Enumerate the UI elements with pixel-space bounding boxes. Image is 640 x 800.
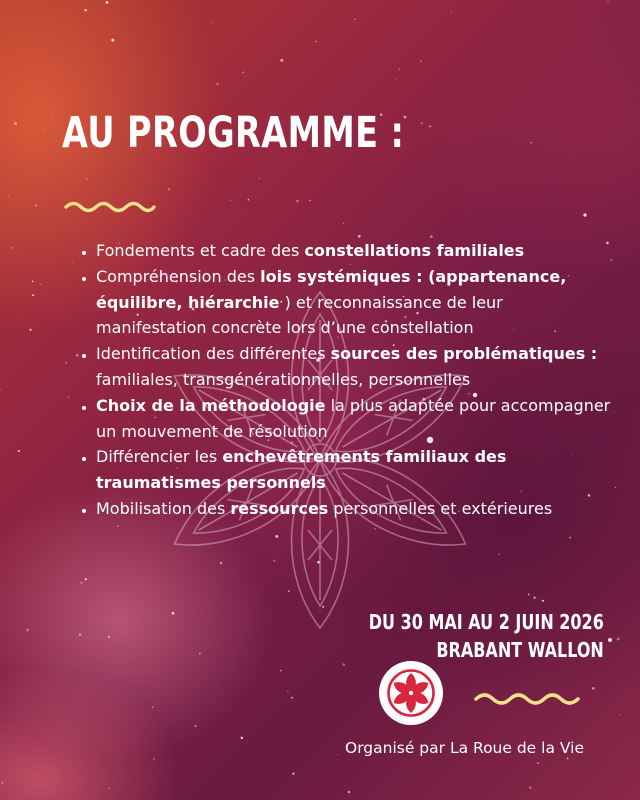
program-item bbox=[96, 341, 616, 393]
star bbox=[607, 1, 609, 3]
star bbox=[35, 204, 37, 206]
star bbox=[168, 188, 170, 190]
star bbox=[296, 200, 299, 203]
program-item-highlight: enchevêtrements familiaux des traumatismes personnels bbox=[96, 447, 507, 493]
star bbox=[429, 125, 431, 127]
star bbox=[84, 9, 86, 11]
star bbox=[248, 199, 249, 200]
star bbox=[45, 129, 46, 130]
star bbox=[68, 396, 70, 398]
star bbox=[399, 68, 401, 70]
star bbox=[242, 71, 244, 73]
star bbox=[542, 600, 544, 602]
star bbox=[108, 29, 109, 30]
wave-icon bbox=[474, 690, 580, 708]
program-item bbox=[96, 238, 616, 264]
star bbox=[569, 537, 571, 539]
program-item-text: Identification des différentes bbox=[96, 344, 331, 364]
star bbox=[1, 782, 3, 784]
star bbox=[11, 247, 13, 249]
star bbox=[617, 638, 620, 641]
event-dates: DU 30 MAI AU 2 JUIN 2026 bbox=[368, 610, 604, 634]
star bbox=[291, 697, 293, 699]
program-item-highlight: sources des problématiques : bbox=[330, 344, 598, 364]
star bbox=[258, 178, 260, 180]
logo-center bbox=[409, 691, 413, 695]
star bbox=[280, 59, 283, 62]
star bbox=[533, 597, 535, 599]
star bbox=[505, 109, 506, 110]
star bbox=[354, 19, 356, 21]
program-item-highlight: lois systémiques : (appartenance, équilibre, hiérarchie bbox=[96, 266, 567, 312]
star bbox=[152, 706, 154, 708]
star bbox=[72, 262, 73, 263]
star bbox=[32, 281, 34, 283]
star bbox=[592, 687, 594, 689]
star bbox=[52, 115, 53, 116]
star bbox=[287, 690, 289, 692]
star bbox=[619, 714, 620, 715]
star bbox=[194, 725, 196, 727]
program-list bbox=[76, 238, 616, 522]
star bbox=[86, 178, 88, 180]
star bbox=[343, 222, 345, 224]
program-item-highlight: Choix de la méthodologie bbox=[96, 395, 326, 415]
program-item-text: Mobilisation des bbox=[96, 498, 231, 518]
star bbox=[420, 60, 422, 62]
organizer-credit: Organisé par La Roue de la Vie bbox=[345, 739, 584, 757]
star bbox=[0, 389, 1, 391]
program-item-highlight: constellations familiales bbox=[304, 241, 525, 260]
star bbox=[292, 772, 295, 775]
star bbox=[499, 554, 500, 555]
program-item-text: Différencier les bbox=[96, 447, 223, 467]
page-title: AU PROGRAMME : bbox=[62, 108, 405, 158]
star bbox=[85, 578, 87, 580]
program-item-text: la plus adaptée pour accompagner un mouvement de résolution bbox=[96, 395, 611, 441]
program-item-text: ) et reconnaissance de leur manifestation concrète lors d’une constellation bbox=[96, 292, 503, 338]
star bbox=[583, 213, 586, 216]
star bbox=[421, 122, 423, 124]
star bbox=[230, 200, 231, 201]
star bbox=[65, 362, 67, 364]
roue-de-la-vie-logo-icon bbox=[378, 660, 444, 726]
star bbox=[49, 704, 50, 705]
program-item-text: Fondements et cadre des bbox=[96, 241, 305, 260]
star bbox=[199, 653, 201, 655]
star bbox=[108, 636, 110, 638]
star bbox=[117, 525, 118, 526]
program-item-highlight: ressources bbox=[230, 498, 329, 518]
star bbox=[418, 6, 419, 7]
star bbox=[108, 788, 110, 790]
star bbox=[32, 294, 34, 296]
star bbox=[608, 638, 612, 642]
star bbox=[170, 765, 171, 766]
star bbox=[254, 227, 255, 228]
event-location: BRABANT WALLON bbox=[436, 638, 604, 662]
star bbox=[79, 633, 82, 636]
star bbox=[29, 329, 31, 331]
wave-icon bbox=[64, 199, 156, 215]
star bbox=[80, 581, 83, 584]
star bbox=[396, 79, 397, 80]
star bbox=[529, 786, 531, 788]
star bbox=[280, 670, 282, 672]
star bbox=[111, 39, 114, 42]
program-item bbox=[96, 393, 616, 445]
star bbox=[567, 758, 569, 760]
star bbox=[14, 122, 16, 124]
star bbox=[106, 1, 109, 4]
star bbox=[153, 758, 154, 759]
star bbox=[528, 594, 530, 596]
star bbox=[537, 762, 539, 764]
program-item bbox=[96, 496, 616, 522]
star bbox=[531, 142, 533, 144]
program-item-text: familiales, transgénérationnelles, personnelles bbox=[96, 369, 471, 389]
star bbox=[211, 22, 212, 23]
star bbox=[8, 196, 9, 197]
star bbox=[241, 737, 243, 739]
star bbox=[348, 791, 350, 793]
star bbox=[188, 798, 189, 799]
star bbox=[315, 41, 316, 42]
star bbox=[309, 200, 311, 202]
program-item bbox=[96, 444, 616, 496]
program-item-text: personnelles et extérieures bbox=[328, 498, 553, 518]
star bbox=[342, 663, 345, 666]
program-item-text: Compréhension des bbox=[96, 266, 261, 286]
star bbox=[40, 284, 41, 285]
program-item bbox=[96, 264, 616, 341]
star bbox=[18, 450, 20, 452]
star bbox=[338, 754, 339, 755]
event-info bbox=[369, 608, 604, 664]
star bbox=[216, 83, 218, 85]
star bbox=[26, 628, 29, 631]
star bbox=[450, 11, 451, 12]
